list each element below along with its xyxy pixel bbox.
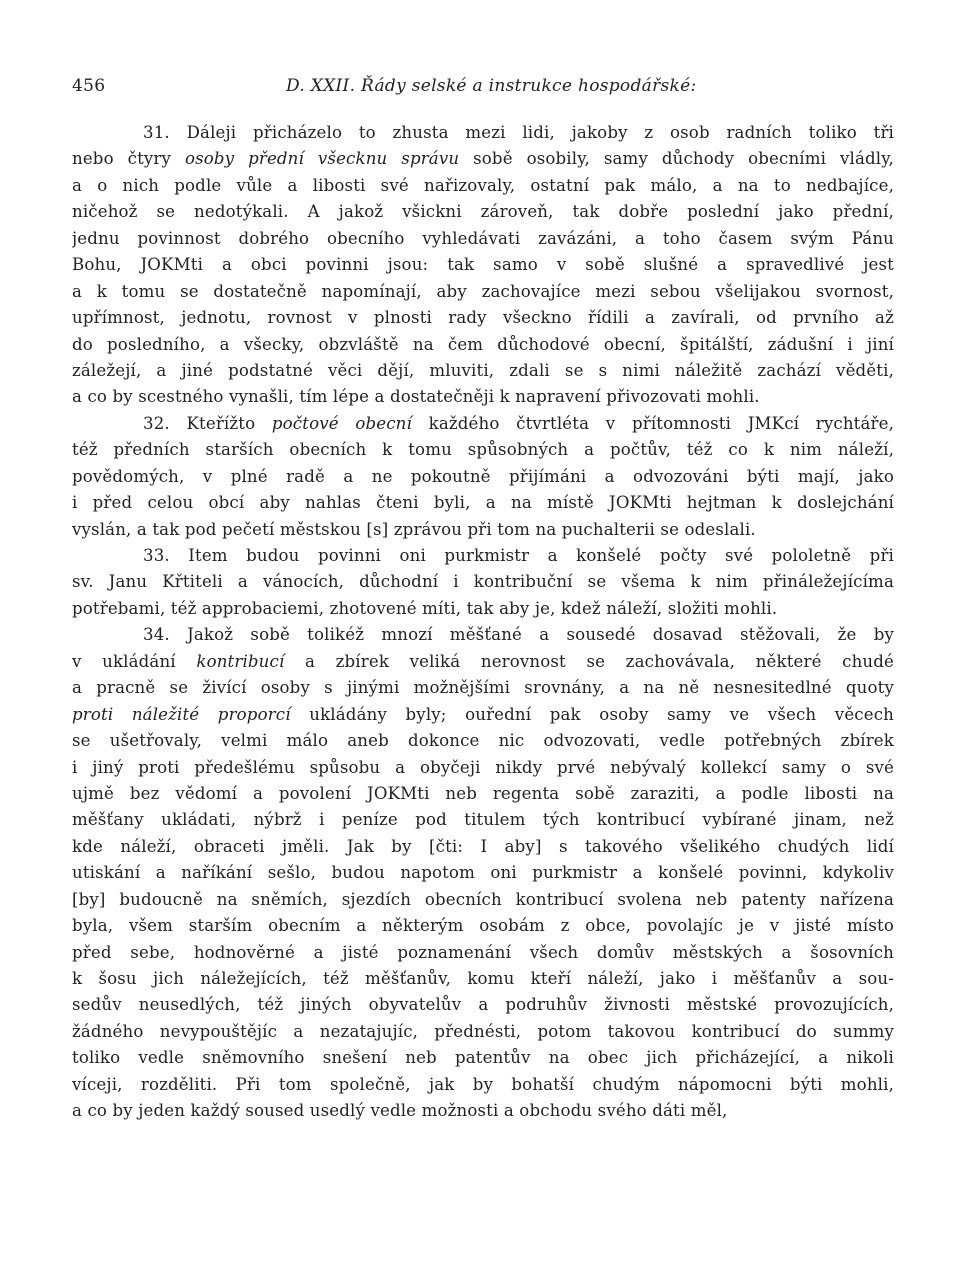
text-line [72,173,894,199]
text-line [72,437,894,463]
text-segment: potřebami, též approbaciemi, zhotovené míti, tak aby je, kdež náleží, složiti mohli. [72,598,778,618]
text-line [72,120,894,146]
text-line [72,1098,894,1124]
text-line [72,146,894,172]
text-line [72,675,894,701]
text-line [72,966,894,992]
text-segment: [by] budoucně na sněmích, sjezdích obecních kontribucí svolena neb patenty nařízena [72,889,894,909]
text-segment: a co by jeden každý soused usedlý vedle možnosti a obchodu svého dáti měl, [72,1101,728,1121]
text-line [72,517,894,543]
text-line [72,543,894,569]
text-line [72,411,894,437]
text-line [72,860,894,886]
italic-emphasis: proti náležité proporcí [72,704,291,724]
text-segment: a pracně se živící osoby s jinými možnějšími srovnány, a na ně nesnesitedlné quoty [72,678,894,698]
text-segment: sedův neusedlých, též jiných obyvatelův a podruhův živnosti městské provozujících, [72,995,894,1015]
text-segment: nebo čtyry [72,149,185,169]
text-segment: Bohu, JOKMti a obci povinni jsou: tak samo v sobě slušné a spravedlivé jest [72,255,894,275]
text-segment: ničehož se nedotýkali. A jakož všickni zároveň, tak dobře poslední jako přední, [72,202,894,222]
text-line [72,649,894,675]
text-line [72,358,894,384]
text-line [72,781,894,807]
text-segment: žádného nevypouštějíc a nezatajujíc, přednésti, potom takovou kontribucí do summy [72,1021,894,1041]
text-line [72,702,894,728]
text-line [72,834,894,860]
text-segment: 31. Dáleji přicházelo to zhusta mezi lidi, jakoby z osob radních toliko tři [143,123,894,142]
text-segment: měšťany ukládati, nýbrž i peníze pod titulem tých kontribucí vybírané jinam, než [72,810,894,830]
text-line [72,1072,894,1098]
text-line [72,622,894,648]
text-segment: sobě osobily, samy důchody obecními vládly, [459,149,894,169]
text-segment: 32. Kteřížto [143,413,272,433]
text-line [72,332,894,358]
text-line [72,226,894,252]
text-segment: se ušetřovaly, velmi málo aneb dokonce nic odvozovati, vedle potřebných zbírek [72,731,894,751]
text-segment: a zbírek veliká nerovnost se zachovávala, některé chudé [284,651,894,671]
text-segment: ukládány byly; ouřední pak osoby samy ve všech věcech [290,704,894,724]
text-segment: utiskání a naříkání sešlo, budou napotom oni purkmistr a konšelé povinni, kdykoliv [72,863,894,883]
text-line [72,199,894,225]
text-line [72,940,894,966]
text-line [72,1045,894,1071]
text-line [72,755,894,781]
text-segment: k šosu jich náležejících, též měšťanův, komu kteří náleží, jako i měšťanův a sou- [72,969,894,988]
text-segment: ujmě bez vědomí a povolení JOKMti neb regenta sobě zaraziti, a podle libosti na [72,783,894,803]
text-segment: v ukládání [72,651,197,671]
text-segment: a co by scestného vynašli, tím lépe a dostatečněji k napravení přivozovati mohli. [72,387,760,407]
text-segment: 33. Item budou povinni oni purkmistr a konšelé počty své pololetně při [143,546,894,565]
page-number: 456 [72,76,106,96]
text-segment: a k tomu se dostatečně napomínají, aby zachovajíce mezi sebou všelijakou svornost, [72,281,894,301]
text-line [72,464,894,490]
text-line [72,252,894,278]
body-text [72,120,894,1125]
text-segment: též předních starších obecních k tomu spůsobných a počtův, též co k nim náleží, [72,440,894,460]
text-segment: záležejí, a jiné podstatné věci dějí, mluviti, zdali se s nimi náležitě zachází věděti, [72,360,894,380]
text-line [72,1019,894,1045]
text-segment: před sebe, hodnověrné a jisté poznamenání všech domův městských a šosovních [72,942,894,962]
text-line [72,490,894,516]
text-segment: vyslán, a tak pod pečetí městskou [s] zprávou při tom na puchalterii se odeslali. [72,519,756,539]
italic-emphasis: kontribucí [196,651,285,671]
text-line [72,596,894,622]
text-line [72,887,894,913]
text-segment: i před celou obcí aby nahlas čteni byli, a na místě JOKMti hejtman k doslejchání [72,493,894,513]
text-segment: i jiný proti předešlému spůsobu a obyčeji nikdy prvé nebývalý kollekcí samy o své [72,757,894,777]
text-segment: sv. Janu Křtiteli a vánocích, důchodní i kontribuční se všema k nim přináležejícíma [72,572,894,592]
text-segment: víceji, rozděliti. Při tom společně, jak by bohatší chudým nápomocni býti mohli, [72,1074,894,1094]
italic-emphasis: počtové obecní [271,413,412,433]
text-line [72,384,894,410]
page-header [72,74,894,98]
italic-emphasis: osoby přední všecknu správu [184,149,460,169]
text-line [72,279,894,305]
text-segment: 34. Jakož sobě tolikéž mnozí měšťané a sousedé dosavad stěžovali, že by [143,625,894,645]
running-title: D. XXII. Řády selské a instrukce hospodářské: [286,76,697,96]
text-line [72,305,894,331]
text-line [72,913,894,939]
text-segment: upřímnost, jednotu, rovnost v plnosti rady všeckno řídili a zavírali, od prvního až [72,308,894,328]
text-segment: a o nich podle vůle a libosti své nařizovaly, ostatní pak málo, a na to nedbajíce, [72,175,894,195]
text-segment: byla, všem starším obecním a některým osobám z obce, povolajíc je v jisté místo [72,916,894,936]
text-segment: toliko vedle sněmovního snešení neb patentův na obec jich přicházející, a nikoli [72,1048,894,1068]
text-line [72,569,894,595]
text-segment: každého čtvrtléta v přítomnosti JMKcí rychtáře, [411,413,894,433]
text-segment: jednu povinnost dobrého obecního vyhledávati zavázáni, a toho časem svým Pánu [72,228,894,248]
text-segment: do posledního, a všecky, obzvláště na čem důchodové obecní, špitálští, zádušní i jiní [72,334,894,354]
text-line [72,807,894,833]
text-segment: kde náleží, obraceti jměli. Jak by [čti: I aby] s takového všelikého chudých lidí [72,836,894,856]
text-segment: povědomých, v plné radě a ne pokoutně přijímáni a odvozováni býti mají, jako [72,466,894,486]
text-line [72,728,894,754]
text-line [72,992,894,1018]
